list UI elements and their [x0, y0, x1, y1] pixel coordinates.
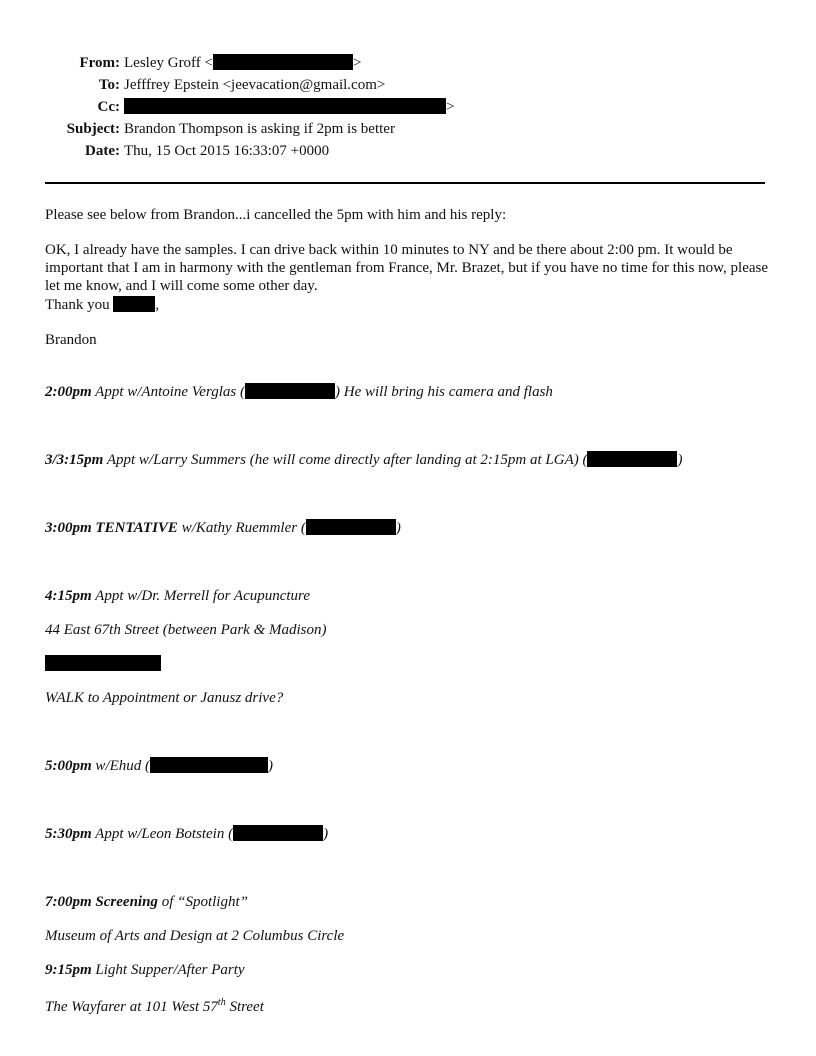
thanks-suffix: , [155, 297, 160, 313]
date-value: Thu, 15 Oct 2015 16:33:07 +0000 [124, 143, 330, 159]
cc-close: > [446, 99, 455, 115]
to-row [0, 76, 816, 94]
header-divider [45, 182, 765, 184]
redaction-box [245, 383, 335, 399]
appt-desc: Appt w/Dr. Merrell for Acupuncture [91, 588, 310, 604]
appt-2pm [45, 383, 553, 401]
from-label: From: [79, 55, 120, 71]
appt-desc: w/Kathy Ruemmler ( [177, 520, 306, 536]
venue-pre: The Wayfarer at 101 West 57 [45, 999, 218, 1015]
redaction-box [150, 757, 268, 773]
from-row [0, 54, 816, 72]
subject-row [0, 120, 816, 138]
redaction-box [213, 54, 353, 70]
appt-time: 7:00pm [45, 894, 92, 910]
appt-after: ) [323, 826, 329, 842]
redaction-box [113, 296, 155, 312]
appt-venue-wayfarer [45, 998, 264, 1016]
intro-text: Please see below from Brandon...i cancelled the 5pm with him and his reply: [45, 207, 507, 223]
appt-after: ) [677, 452, 683, 468]
signoff: Brandon [45, 332, 97, 348]
message-text: OK, I already have the samples. I can drive back within 10 minutes to NY and be there about 2:00 pm. It would be important that I am in harmony with the gentleman from France, Mr. Brazet, but if you have no time for this now, please let me know, and I will come some other day. [45, 242, 769, 294]
appt-address: 44 East 67th Street (between Park & Madison) [45, 622, 327, 638]
subject-label: Subject: [66, 121, 120, 137]
venue-sup: th [217, 997, 226, 1008]
appt-time: 5:00pm [45, 758, 92, 774]
appt-after: ) He will bring his camera and flash [335, 384, 553, 400]
subject-value: Brandon Thompson is asking if 2pm is better [124, 121, 395, 137]
cc-value [124, 98, 454, 116]
thanks-line [45, 296, 159, 314]
appt-530pm [45, 825, 328, 843]
appt-desc: Appt w/Larry Summers (he will come directly after landing at 2:15pm at LGA) ( [103, 452, 588, 468]
appt-315pm [45, 451, 682, 469]
redaction-box [124, 98, 446, 114]
appt-desc: of “Spotlight” [157, 894, 248, 910]
from-name: Lesley Groff < [124, 55, 213, 71]
to-label: To: [98, 77, 120, 93]
appt-time: 3:00pm TENTATIVE [45, 520, 178, 536]
appt-3pm [45, 519, 401, 537]
appt-5pm [45, 757, 273, 775]
appt-time: 2:00pm [45, 384, 92, 400]
phone-redaction [45, 655, 161, 673]
venue-post: Street [225, 999, 264, 1015]
cc-label: Cc: [97, 99, 120, 115]
redaction-box [587, 451, 677, 467]
cc-row [0, 98, 816, 116]
appt-desc: Appt w/Antoine Verglas ( [91, 384, 245, 400]
appt-desc: Light Supper/After Party [91, 962, 245, 978]
appt-desc: w/Ehud ( [91, 758, 151, 774]
to-value: Jefffrey Epstein <jeevacation@gmail.com> [124, 77, 386, 93]
appt-venue: Museum of Arts and Design at 2 Columbus Circle [45, 928, 345, 944]
appt-915pm [45, 961, 245, 979]
appt-after: ) [395, 520, 401, 536]
appt-time: 5:30pm [45, 826, 92, 842]
from-close: > [353, 55, 362, 71]
thanks-prefix: Thank you [45, 297, 114, 313]
appt-desc: Appt w/Leon Botstein ( [91, 826, 234, 842]
date-row [0, 142, 816, 160]
appt-time: 4:15pm [45, 588, 92, 604]
date-label: Date: [85, 143, 120, 159]
appt-time: 3/3:15pm [45, 452, 104, 468]
appt-after: ) [268, 758, 274, 774]
appt-screening: Screening [91, 894, 158, 910]
appt-time: 9:15pm [45, 962, 92, 978]
redaction-box [306, 519, 396, 535]
redaction-box [45, 655, 161, 671]
appt-7pm [45, 893, 248, 911]
appt-415pm [45, 587, 310, 605]
redaction-box [233, 825, 323, 841]
from-value [124, 54, 361, 72]
appt-walk-note: WALK to Appointment or Janusz drive? [45, 690, 284, 706]
